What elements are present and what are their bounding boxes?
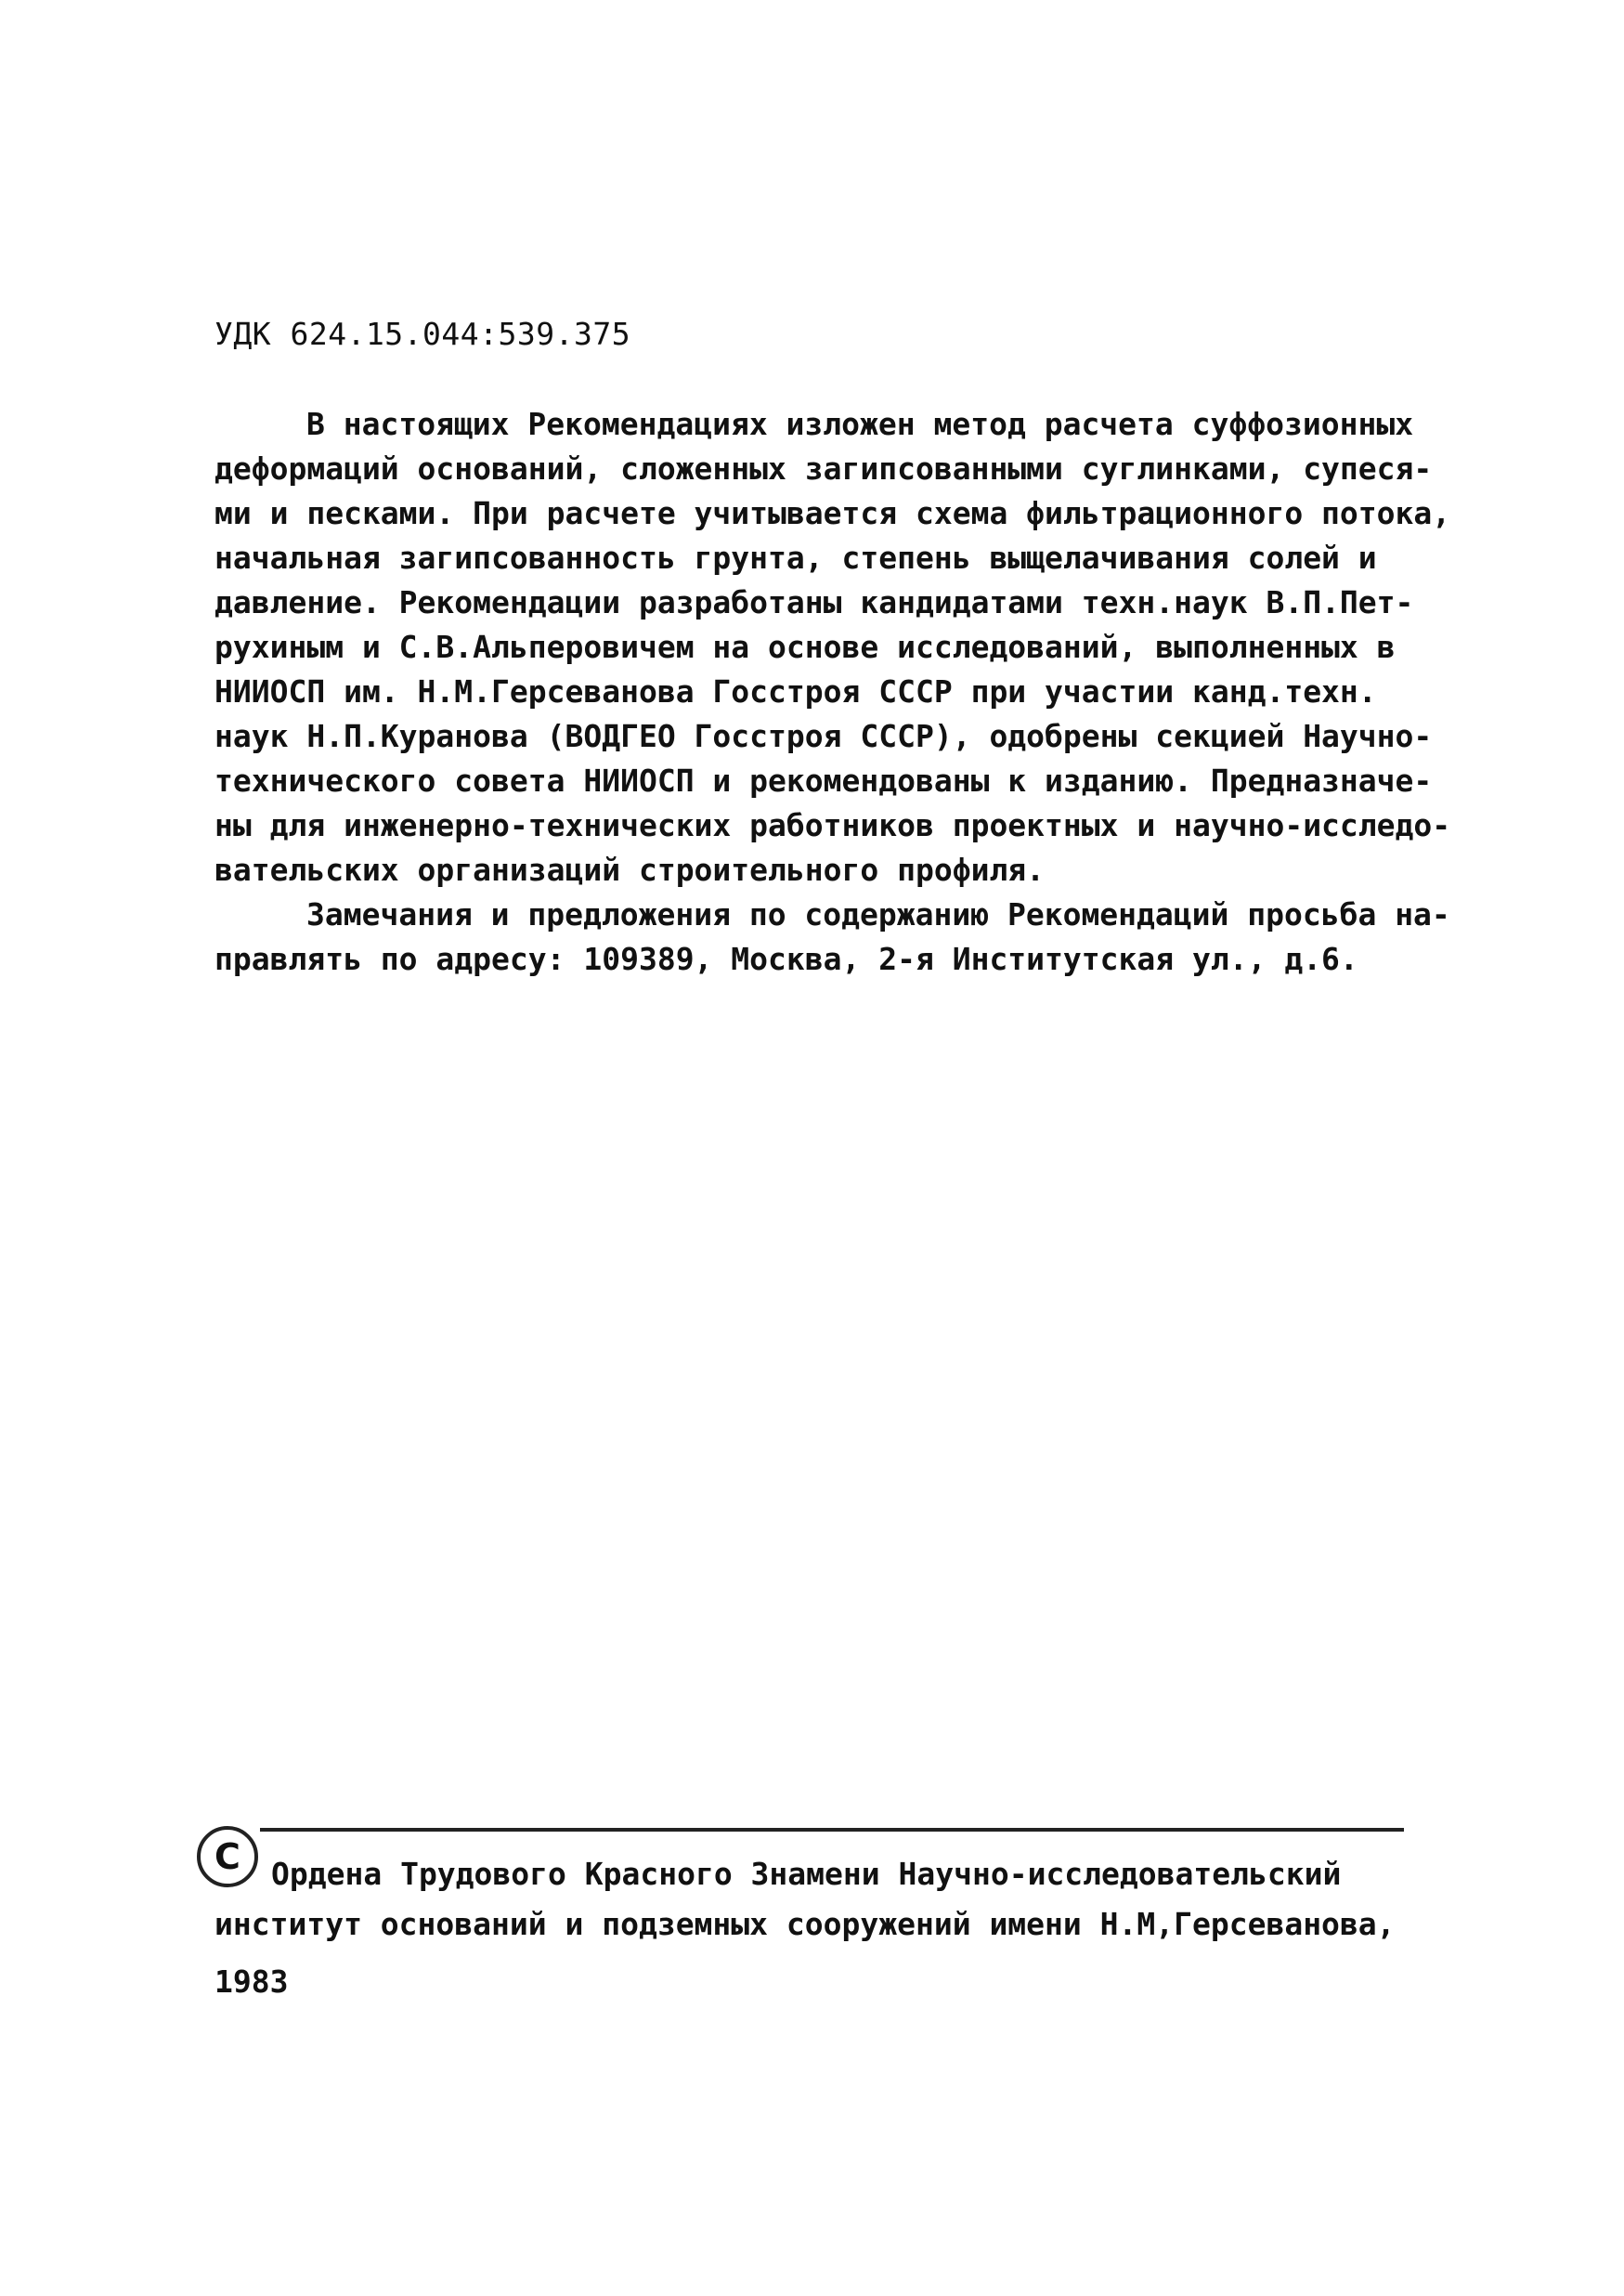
abstract-line: начальная загипсованность грунта, степень выщелачивания солей и <box>214 540 1377 576</box>
abstract-line: В настоящих Рекомендациях изложен метод расчета суффозионных <box>306 406 1414 442</box>
publication-year: 1983 <box>214 1963 289 2000</box>
remark-line: правлять по адресу: 109389, Москва, 2-я Институтская ул., д.6. <box>214 941 1358 977</box>
abstract-line: ны для инженерно-технических работников проектных и научно-исследо- <box>214 807 1451 843</box>
abstract-line: технического совета НИИОСП и рекомендованы к изданию. Предназначе- <box>214 763 1433 799</box>
copyright-icon: C <box>197 1826 258 1887</box>
abstract-line: давление. Рекомендации разработаны кандидатами техн.наук В.П.Пет- <box>214 584 1414 620</box>
publisher-line: институт оснований и подземных сооружений имени Н.М,Герсеванова, <box>214 1906 1396 1942</box>
udk-code: УДК 624.15.044:539.375 <box>214 316 631 352</box>
abstract-line: ми и песками. При расчете учитывается схема фильтрационного потока, <box>214 495 1451 531</box>
abstract-line: рухиным и С.В.Альперовичем на основе исследований, выполненных в <box>214 629 1396 665</box>
abstract-line: деформаций оснований, сложенных загипсованными суглинками, супеся- <box>214 450 1433 487</box>
remark-line: Замечания и предложения по содержанию Рекомендаций просьба на- <box>306 896 1450 933</box>
copyright-divider <box>260 1828 1404 1832</box>
publisher-line: Ордена Трудового Красного Знамени Научно-исследовательский <box>271 1856 1342 1892</box>
abstract-line: вательских организаций строительного профиля. <box>214 852 1046 888</box>
abstract-line: наук Н.П.Куранова (ВОДГЕО Госстроя СССР), одобрены секцией Научно- <box>214 718 1433 754</box>
abstract-line: НИИОСП им. Н.М.Герсеванова Госстроя СССР при участии канд.техн. <box>214 673 1377 710</box>
